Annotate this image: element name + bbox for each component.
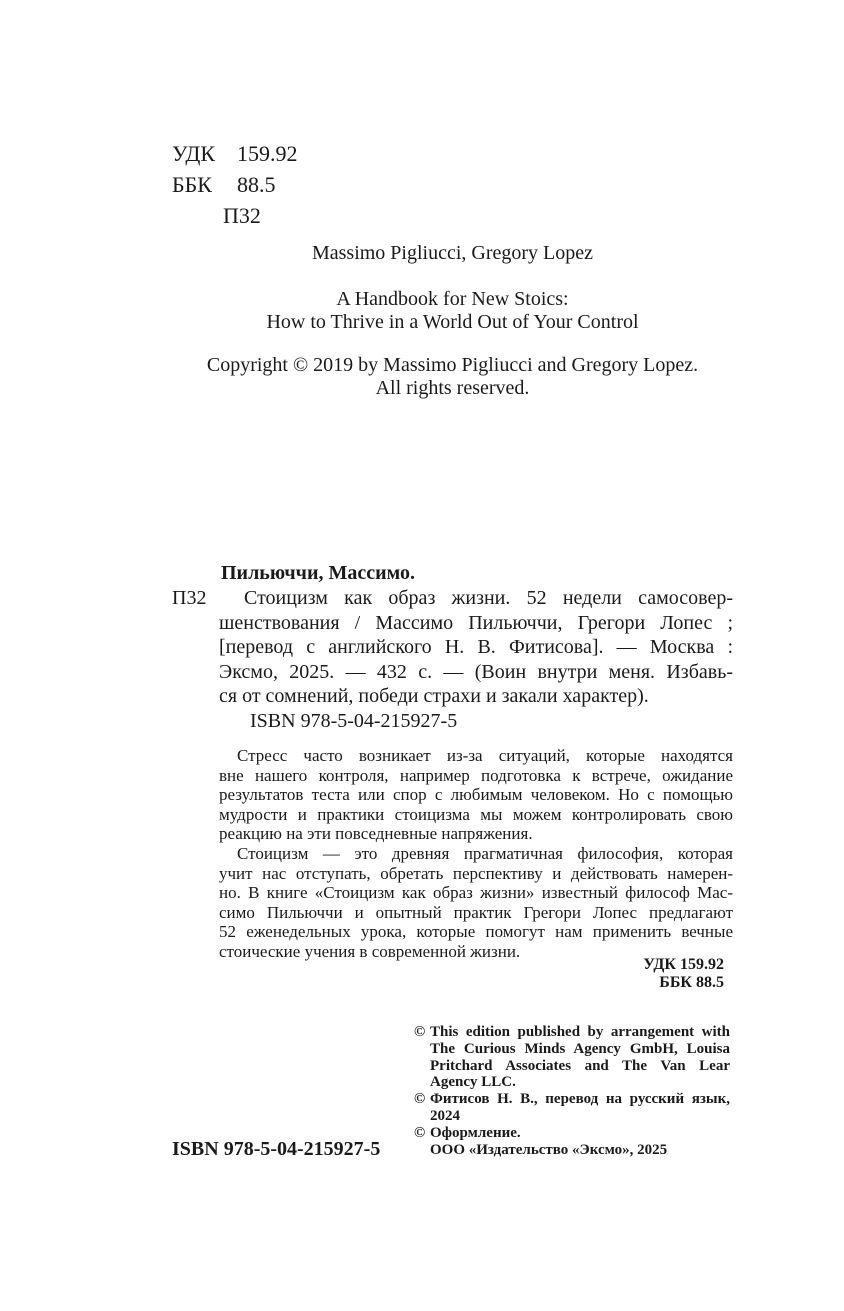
bib-entry-text — [219, 586, 733, 709]
udk-footer: УДК 159.92 — [643, 956, 724, 973]
copyright-credits — [414, 1024, 730, 1158]
annotation-line: Стресс часто возникает из-за ситуаций, которые находятся — [237, 746, 733, 765]
original-title-line-1: A Handbook for New Stoics: — [336, 288, 569, 310]
isbn-footer: ISBN 978-5-04-215927-5 — [172, 1138, 381, 1160]
isbn-line: ISBN 978-5-04-215927-5 — [250, 710, 458, 732]
udk-label: УДК — [172, 141, 216, 166]
bib-entry-line: Стоицизм как образ жизни. 52 недели самосовер- — [244, 587, 733, 609]
annotation-line: результатов теста или спор с любимым человеком. Но с помощью — [219, 785, 733, 805]
classification-footer — [172, 956, 724, 992]
original-authors: Massimo Pigliucci, Gregory Lopez — [311, 242, 594, 264]
annotation-line: реакцию на эти повседневные напряжения. — [219, 824, 533, 844]
annotation-line: учит нас отступать, обретать перспективу и действовать намерен- — [219, 863, 733, 883]
bbk-value: 88.5 — [237, 172, 276, 197]
credit-line: ООО «Издательство «Эксмо», 2025 — [430, 1141, 668, 1158]
original-copyright-line-1: Copyright © 2019 by Massimo Pigliucci and Gregory Lopez. — [206, 354, 699, 376]
annotation-line: 52 еженедельных урока, которые помогут нам применить вечные — [219, 922, 733, 942]
annotation-paragraph-2 — [219, 844, 733, 962]
credit-line: Pritchard Associates and The Van Lear — [430, 1057, 730, 1074]
copyright-symbol: © — [414, 1124, 426, 1141]
bib-entry — [172, 586, 733, 709]
original-copyright-line-2: All rights reserved. — [375, 377, 530, 399]
credit-line: The Curious Minds Agency GmbH, Louisa — [430, 1040, 730, 1057]
udk-value: 159.92 — [237, 141, 298, 166]
bib-author-heading: Пильюччи, Массимо. — [221, 562, 415, 584]
top-classification-codes — [172, 138, 298, 231]
bib-entry-line: [перевод с английского Н. В. Фитисова]. — Москва : — [219, 636, 733, 658]
bbk-label: ББК — [172, 172, 212, 197]
annotation-line: но. В книге «Стоицизм как образ жизни» известный философ Мас- — [219, 883, 733, 903]
bbk-footer: ББК 88.5 — [659, 974, 724, 991]
original-title — [172, 288, 733, 334]
udk-code-line — [172, 138, 298, 169]
bbk-code-line — [172, 169, 298, 200]
annotation-paragraph-1 — [219, 746, 733, 844]
annotation-line: вне нашего контроля, например подготовка к встрече, ожидание — [219, 765, 733, 785]
annotation-line: мудрости и практики стоицизма мы можем контролировать свою — [219, 804, 733, 824]
credit-line: 2024 — [430, 1107, 460, 1124]
credit-line: Фитисов Н. В., перевод на русский язык, — [430, 1091, 730, 1108]
copyright-credit-arrangement — [414, 1024, 730, 1091]
annotation — [219, 746, 733, 962]
bib-author-sign: П32 — [172, 587, 207, 609]
copyright-symbol: © — [414, 1024, 426, 1040]
copyright-symbol: © — [414, 1091, 426, 1108]
annotation-line: симо Пильюччи и опытный практик Грегори Лопес предлагают — [219, 902, 733, 922]
author-sign-code: П32 — [223, 203, 261, 228]
original-copyright — [172, 354, 733, 400]
bib-entry-line: Эксмо, 2025. — 432 с. — (Воин внутри меня. Избавь- — [219, 660, 733, 683]
annotation-line: стоические учения в современной жизни. — [219, 941, 521, 961]
bib-entry-line: ся от сомнений, победи страхи и закали характер). — [219, 685, 649, 707]
credit-line: This edition published by arrangement with — [430, 1024, 730, 1040]
copyright-credit-translation — [414, 1091, 730, 1125]
copyright-credit-design — [414, 1125, 730, 1159]
annotation-line: Стоицизм — это древняя прагматичная философия, которая — [237, 843, 733, 863]
original-title-line-2: How to Thrive in a World Out of Your Control — [266, 311, 639, 333]
credit-line: Agency LLC. — [430, 1074, 516, 1091]
credit-line: Оформление. — [430, 1124, 521, 1141]
bib-entry-line: шенствования / Массимо Пильюччи, Грегори Лопес ; — [219, 611, 733, 634]
